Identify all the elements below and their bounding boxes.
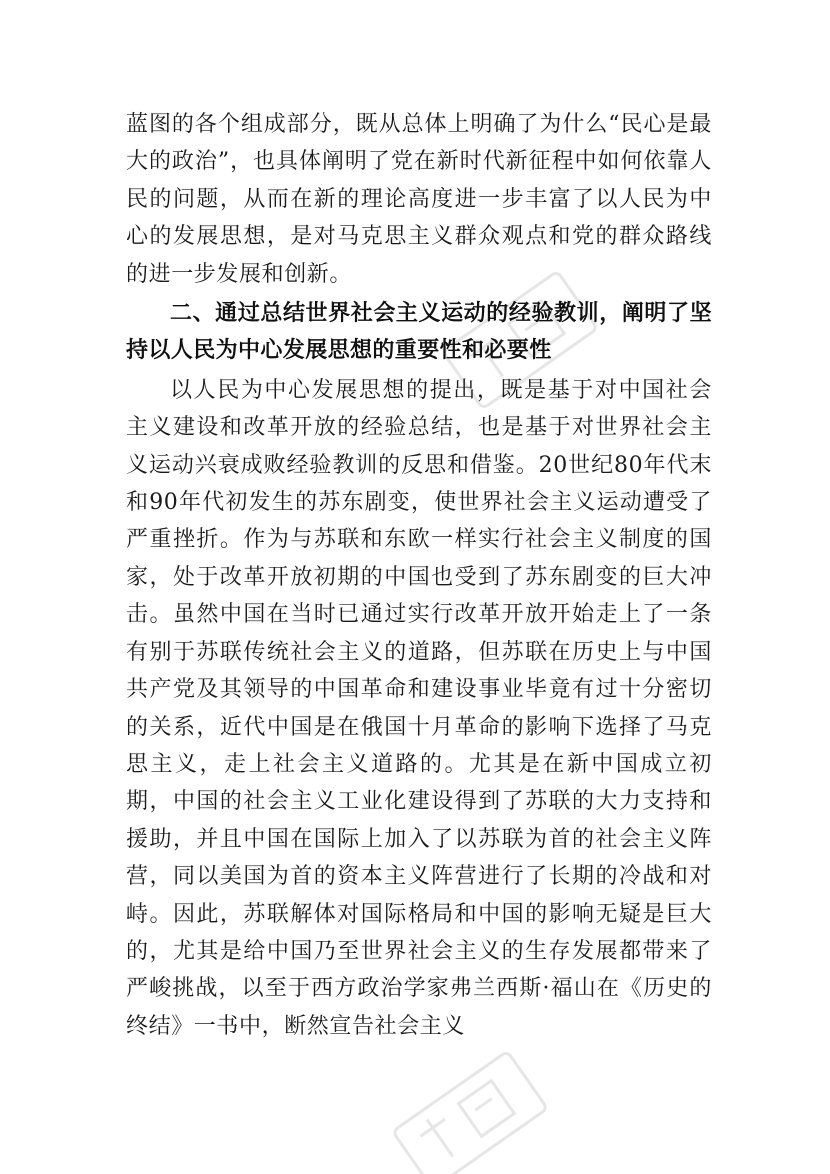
paragraph-body: 以人民为中心发展思想的提出，既是基于对中国社会主义建设和改革开放的经验总结，也是基于对世界社会主义运动兴衰成败经验教训的反思和借鉴。20世纪80年代末和90年代初发生的苏东剧变，使世界社会主义运动遭受了严重挫折。作为与苏联和东欧一样实行社会主义制度的国家，处于改革开放初期的中国也受到了苏东剧变的巨大冲击。虽然中国在当时已通过实行改革开放开始走上了一条有别于苏联传统社会主义的道路，但苏联在历史上与中国共产党及其领导的中国革命和建设事业毕竟有过十分密切的关系，近代中国是在俄国十月革命的影响下选择了马克思主义，走上社会主义道路的。尤其是在新中国成立初期，中国的社会主义工业化建设得到了苏联的大力支持和援助，并且中国在国际上加入了以苏联为首的社会主义阵营，同以美国为首的资本主义阵营进行了长期的冷战和对峙。因此，苏联解体对国际格局和中国的影响无疑是巨大的，尤其是给中国乃至世界社会主义的生存发展都带来了严峻挑战，以至于西方政治学家弗兰西斯·福山在《历史的终结》一书中，断然宣告社会主义 (126, 377, 712, 1039)
document-body (126, 106, 712, 1045)
section-heading: 二、通过总结世界社会主义运动的经验教训，阐明了坚持以人民为中心发展思想的重要性和必要性 (126, 301, 712, 364)
paragraph-continued: 蓝图的各个组成部分，既从总体上明确了为什么“民心是最大的政治”，也具体阐明了党在新时代新征程中如何依靠人民的问题，从而在新的理论高度进一步丰富了以人民为中心的发展思想，是对马克思主义群众观点和党的群众路线的进一步发展和创新。 (126, 112, 712, 287)
